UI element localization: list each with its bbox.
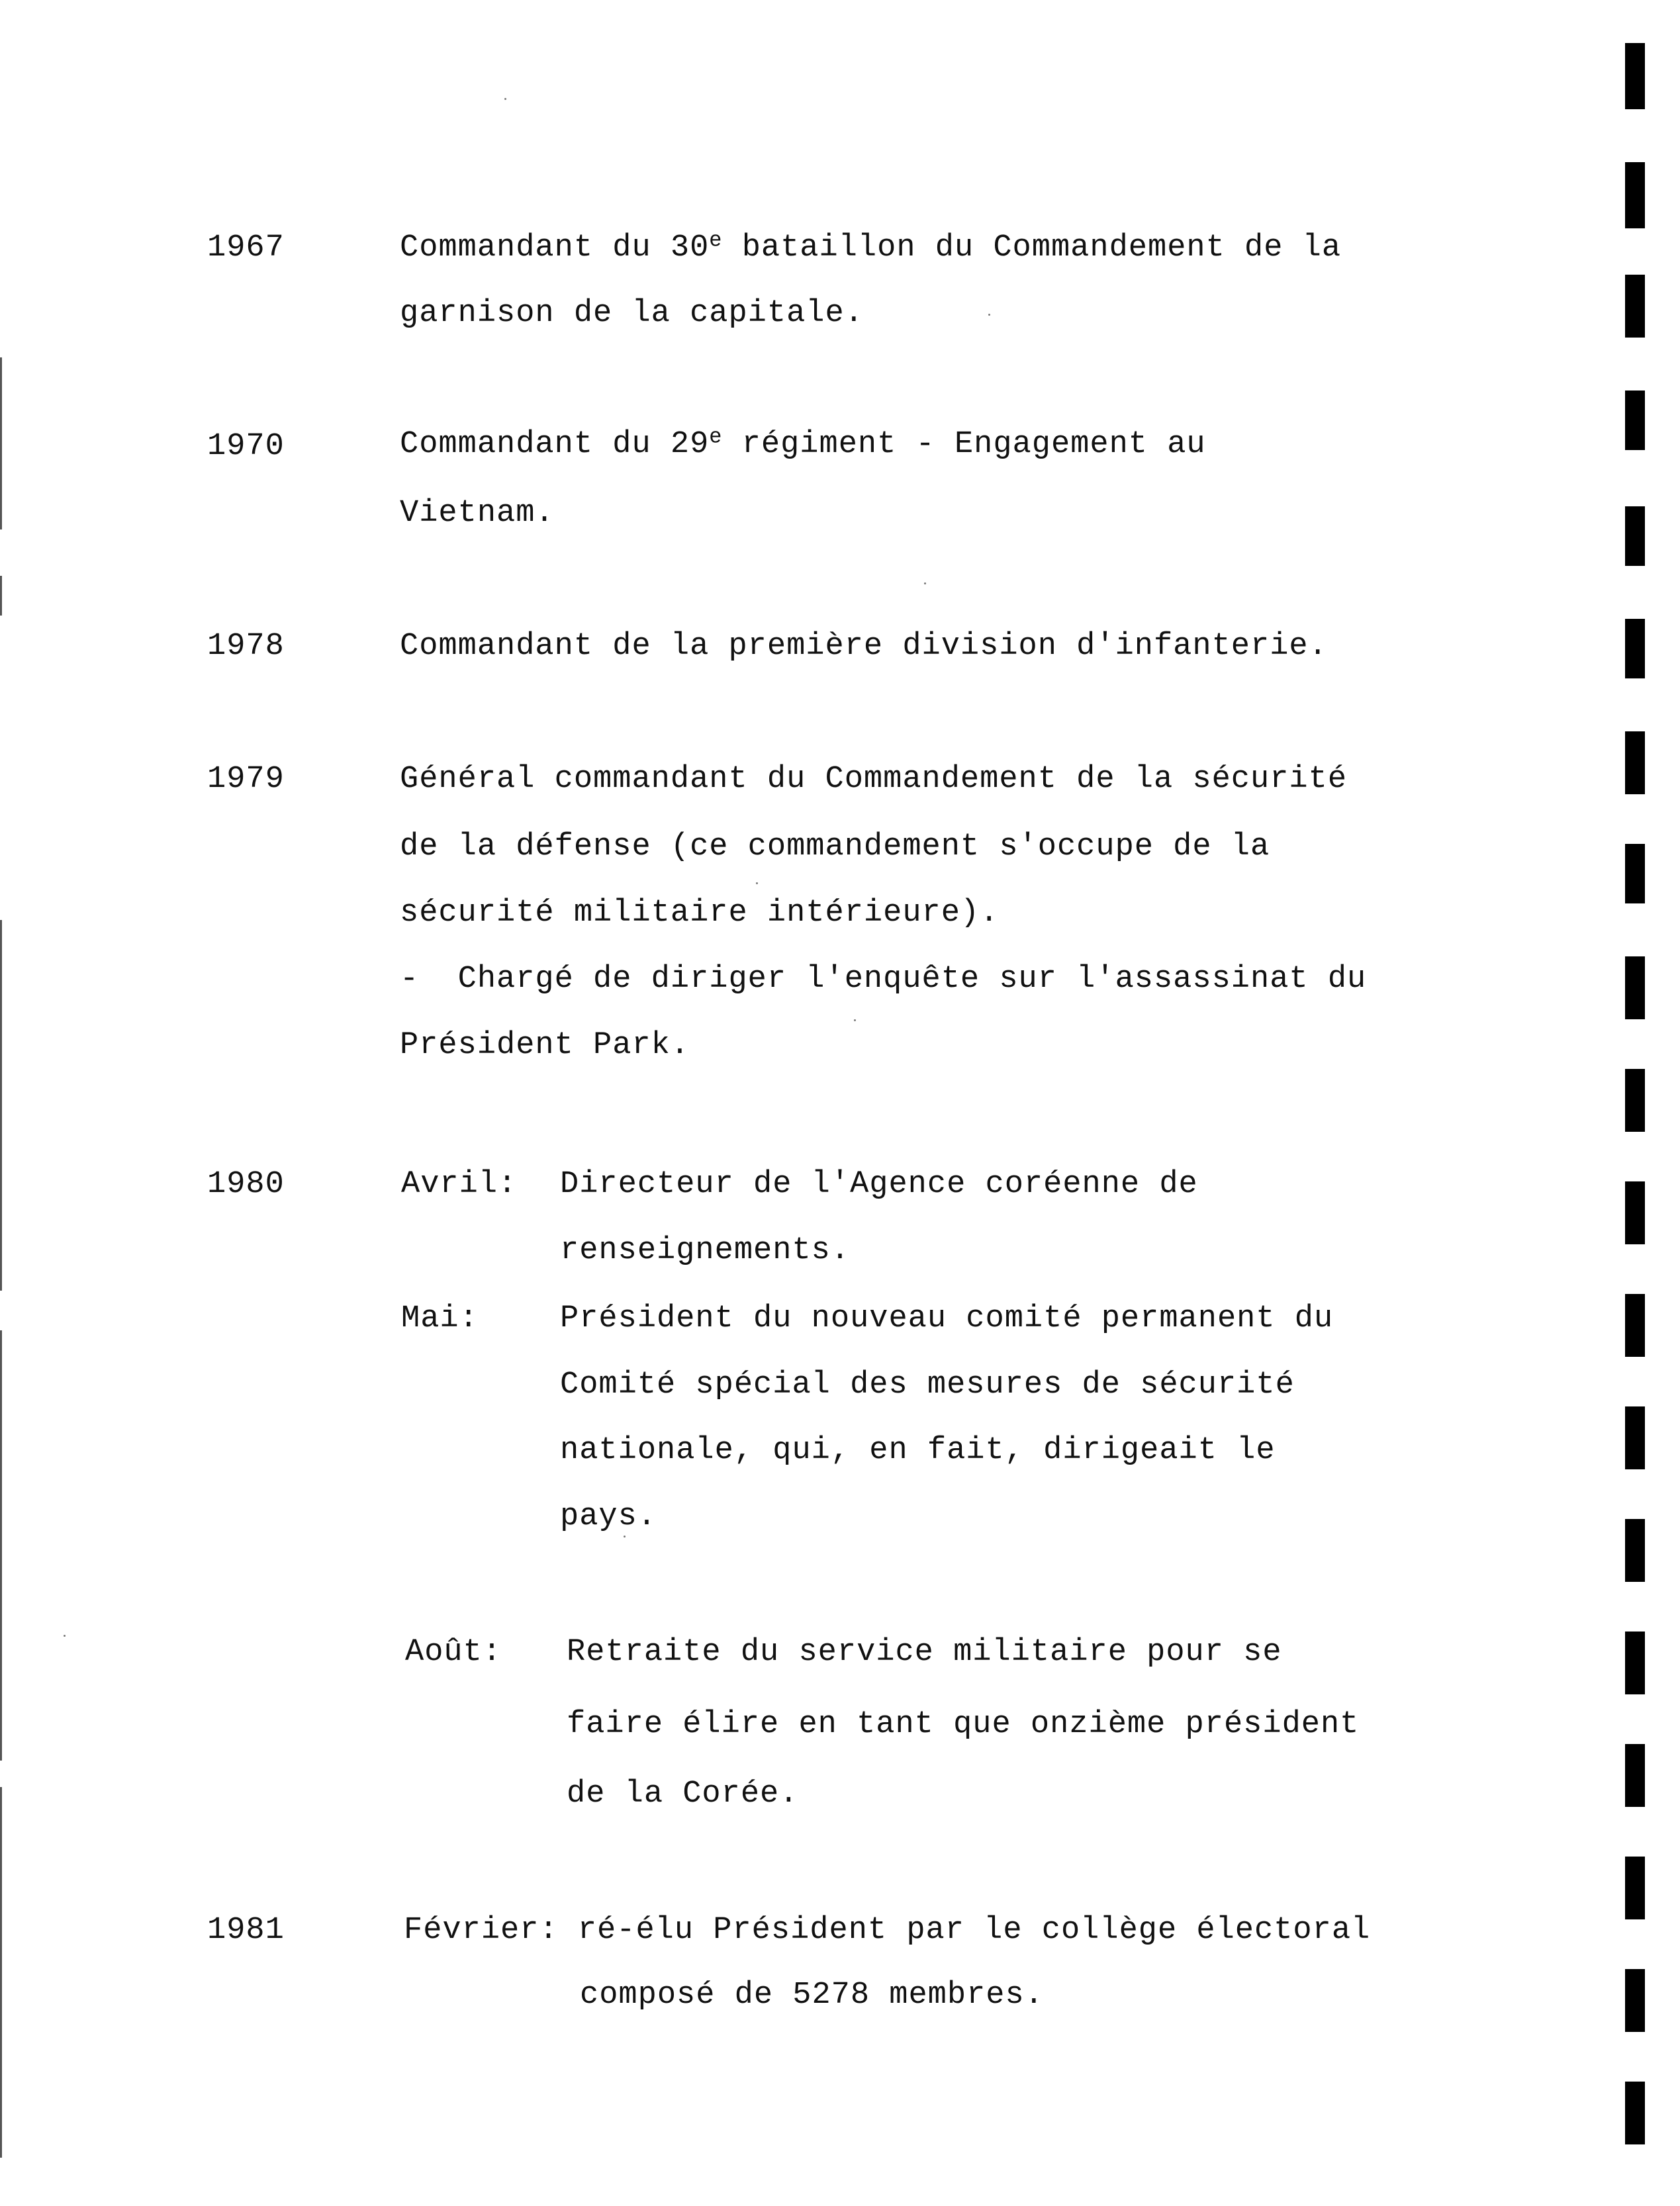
entry-text-line: garnison de la capitale. [400,296,864,331]
entry-text-line: Comité spécial des mesures de sécurité [560,1367,1295,1402]
entry-year: 1978 [207,629,285,664]
scan-edge-bar [1625,1744,1645,1807]
entry-text-line: de la défense (ce commandement s'occupe de la [400,829,1270,864]
entry-year: 1970 [207,429,285,464]
scan-speck [756,882,758,884]
scan-edge-bar [1625,506,1645,566]
entry-text-line: Retraite du service militaire pour se [567,1635,1282,1670]
scan-edge-bar [1625,43,1645,109]
entry-text-line: sécurité militaire intérieure). [400,896,1000,931]
scan-edge-bar [1625,1294,1645,1357]
scan-edge-mark [0,1330,2,1761]
scan-edge-bar [1625,1069,1645,1132]
scan-edge-bar [1625,1857,1645,1919]
scan-speck [924,582,926,584]
scan-edge-bar [1625,844,1645,903]
scan-edge-mark [0,576,2,616]
entry-text-line: Général commandant du Commandement de la sécurité [400,762,1348,797]
scan-edge-mark [0,1787,2,2158]
entry-text-line: renseignements. [560,1233,851,1268]
entry-text-line: composé de 5278 membres. [580,1978,1044,2013]
scan-edge-bar [1625,391,1645,450]
entry-year: 1981 [207,1913,285,1948]
entry-text-line: Directeur de l'Agence coréenne de [560,1167,1198,1202]
scan-speck [988,314,990,316]
entry-text-line: Commandant du 29e régiment - Engagement au [400,424,1206,462]
entry-year: 1979 [207,762,285,797]
month-label: Avril: [401,1167,518,1202]
entry-text-line: Février: ré-élu Président par le collège électoral [404,1913,1371,1948]
entry-text-line: - Chargé de diriger l'enquête sur l'assassinat du [400,962,1367,997]
scan-speck [504,98,506,100]
scan-edge-bar [1625,956,1645,1019]
entry-text-line: Président Park. [400,1028,690,1063]
scan-edge-mark [0,357,2,529]
scan-edge-bar [1625,619,1645,678]
scan-edge-mark [0,920,2,1291]
entry-text-line: pays. [560,1499,657,1534]
scan-speck [64,1635,66,1637]
entry-text-line: Commandant de la première division d'infanterie. [400,629,1328,664]
month-label: Mai: [401,1301,479,1336]
scan-edge-bar [1625,1406,1645,1469]
scan-speck [854,1019,856,1021]
scan-edge-bar [1625,1181,1645,1244]
scan-edge-bar [1625,2082,1645,2144]
scan-edge-bar [1625,1519,1645,1582]
scan-edge-bar [1625,162,1645,228]
entry-text-line: nationale, qui, en fait, dirigeait le [560,1433,1276,1468]
entry-year: 1967 [207,230,285,265]
scan-edge-bar [1625,1632,1645,1694]
entry-text-line: Vietnam. [400,496,555,531]
entry-text-line: faire élire en tant que onzième président [567,1707,1360,1742]
scan-edge-bar [1625,1969,1645,2032]
entry-text-line: Président du nouveau comité permanent du [560,1301,1334,1336]
scan-edge-bar [1625,731,1645,794]
month-label: Août: [405,1635,502,1670]
scan-edge-bar [1625,275,1645,338]
entry-text-line: de la Corée. [567,1776,799,1812]
entry-text-line: Commandant du 30e bataillon du Commandement de la [400,228,1342,265]
entry-year: 1980 [207,1167,285,1202]
